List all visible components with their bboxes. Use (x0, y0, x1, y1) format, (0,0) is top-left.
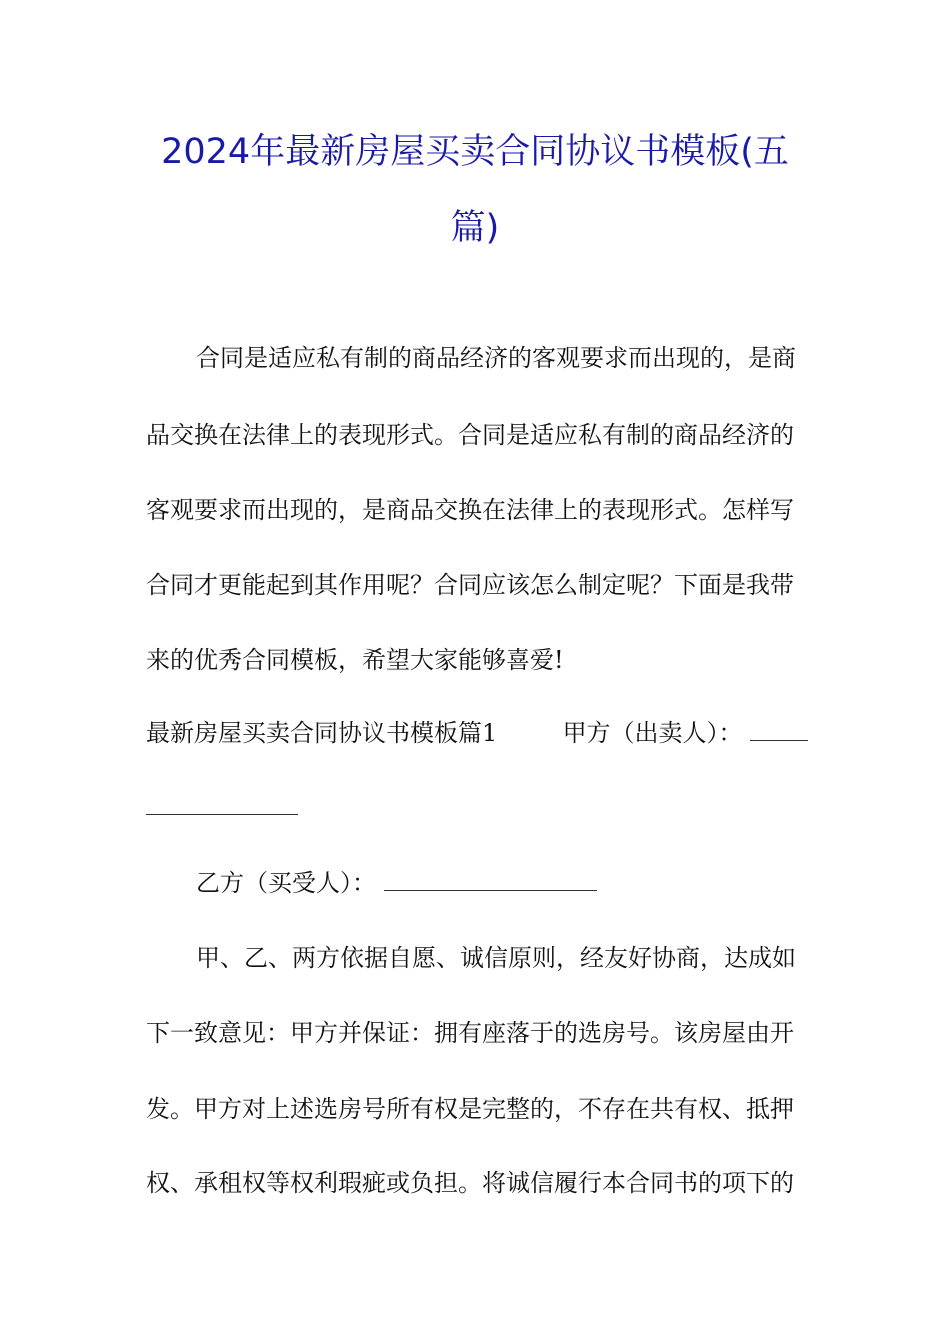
intro-line-5: 来的优秀合同模板，希望大家能够喜爱! (146, 646, 564, 674)
section-1-heading: 最新房屋买卖合同协议书模板篇1 (146, 719, 498, 747)
party-a-blank-continued-row (146, 792, 806, 822)
document-title-line-2: 篇) (450, 208, 500, 248)
party-a-blank-continued (146, 792, 298, 815)
intro-line-3: 客观要求而出现的，是商品交换在法律上的表现形式。怎样写 (146, 496, 794, 524)
party-a-label: 甲方（出卖人）： (562, 719, 743, 747)
intro-line-2: 品交换在法律上的表现形式。合同是适应私有制的商品经济的 (146, 421, 794, 449)
body-line-2: 下一致意见：甲方并保证：拥有座落于的选房号。该房屋由开 (146, 1019, 794, 1047)
body-line-1: 甲、乙、两方依据自愿、诚信原则，经友好协商，达成如 (196, 944, 796, 972)
party-b-row (196, 868, 856, 898)
document-title-line-1: 2024年最新房屋买卖合同协议书模板(五 (161, 132, 789, 172)
intro-line-1: 合同是适应私有制的商品经济的客观要求而出现的，是商 (196, 344, 796, 372)
body-line-4: 权、承租权等权利瑕疵或负担。将诚信履行本合同书的项下的 (146, 1169, 794, 1197)
section-1-heading-row (146, 718, 806, 748)
party-b-blank (384, 868, 597, 891)
body-line-3: 发。甲方对上述选房号所有权是完整的，不存在共有权、抵押 (146, 1095, 794, 1123)
intro-line-4: 合同才更能起到其作用呢？合同应该怎么制定呢？下面是我带 (146, 571, 794, 599)
party-a-blank (750, 718, 808, 741)
party-b-label: 乙方（买受人）： (196, 869, 376, 897)
